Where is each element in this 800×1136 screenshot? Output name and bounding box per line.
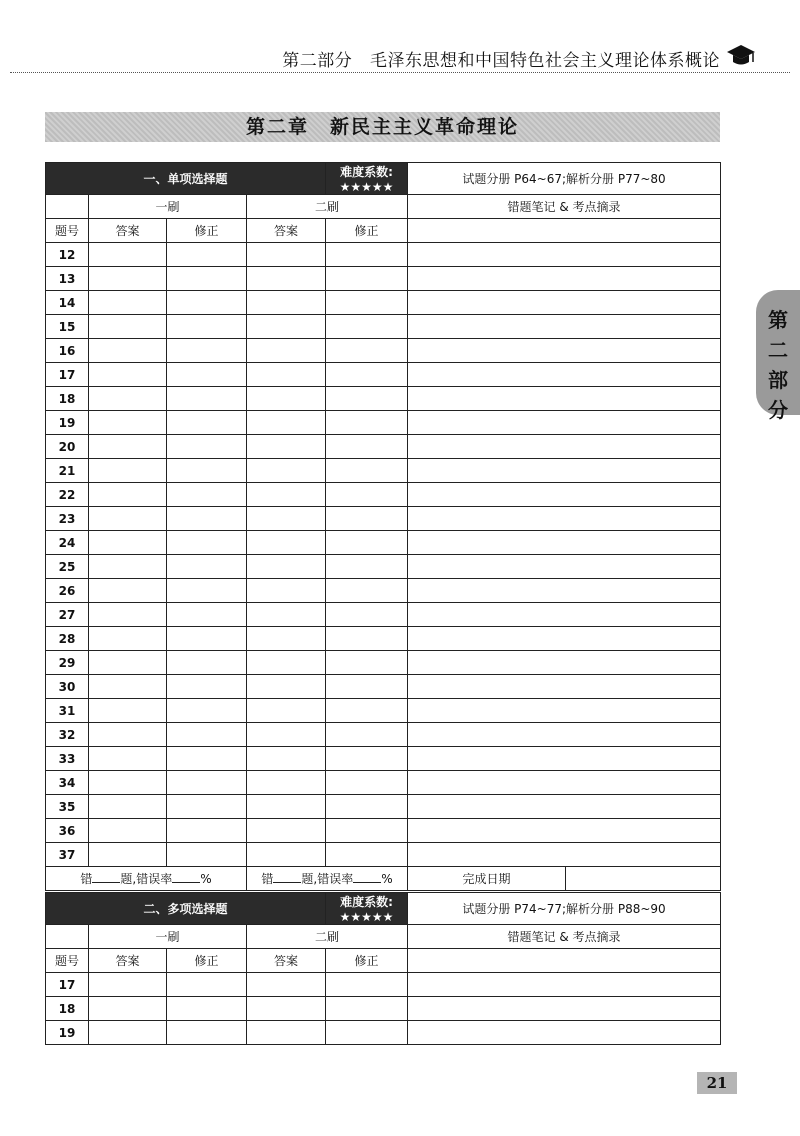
notes-line[interactable]: [408, 387, 721, 411]
question-number: 18: [46, 997, 89, 1021]
completion-date-label: 完成日期: [408, 867, 566, 891]
fix-cell-round-two[interactable]: [326, 603, 408, 627]
question-row: [46, 555, 721, 579]
fix-cell-round-one[interactable]: [167, 315, 247, 339]
answer-cell-round-two[interactable]: [247, 627, 326, 651]
answer-cell-round-two[interactable]: [247, 723, 326, 747]
question-row: [46, 435, 721, 459]
answer-cell-round-two[interactable]: [247, 579, 326, 603]
fix-cell-round-two[interactable]: [326, 747, 408, 771]
question-row: [46, 699, 721, 723]
question-row: [46, 973, 721, 997]
question-number: 13: [46, 267, 89, 291]
question-row: [46, 997, 721, 1021]
header-divider: [10, 72, 790, 73]
fix-cell-round-one[interactable]: [167, 699, 247, 723]
fix-cell-round-one[interactable]: [167, 1021, 247, 1045]
page-reference: 试题分册 P64~67;解析分册 P77~80: [408, 163, 721, 195]
notes-header: 错题笔记 & 考点摘录: [408, 195, 721, 219]
answer-cell-round-one[interactable]: [89, 1021, 167, 1045]
answer-cell-round-two[interactable]: [247, 387, 326, 411]
fix-cell-round-two[interactable]: [326, 411, 408, 435]
section-title: 二、多项选择题: [46, 893, 326, 925]
answer-cell-round-one[interactable]: [89, 483, 167, 507]
notes-header: 错题笔记 & 考点摘录: [408, 925, 721, 949]
answer-cell-round-one[interactable]: [89, 507, 167, 531]
col-fix-header: 修正: [326, 949, 408, 973]
question-number: 15: [46, 315, 89, 339]
fix-cell-round-one[interactable]: [167, 723, 247, 747]
question-number: 36: [46, 819, 89, 843]
question-row: [46, 795, 721, 819]
fix-cell-round-one[interactable]: [167, 459, 247, 483]
answer-cell-round-one[interactable]: [89, 579, 167, 603]
col-fix-header: 修正: [326, 219, 408, 243]
question-row: [46, 267, 721, 291]
notes-line: [408, 949, 721, 973]
notes-line[interactable]: [408, 1021, 721, 1045]
completion-date-field[interactable]: [566, 867, 721, 891]
notes-line[interactable]: [408, 531, 721, 555]
question-row: [46, 651, 721, 675]
answer-cell-round-two[interactable]: [247, 339, 326, 363]
notes-line[interactable]: [408, 339, 721, 363]
answer-cell-round-two[interactable]: [247, 411, 326, 435]
question-row: [46, 843, 721, 867]
round-two-header: 二刷: [247, 925, 408, 949]
answer-cell-round-two[interactable]: [247, 483, 326, 507]
side-tab-label: 第二部分: [768, 308, 788, 422]
answer-cell-round-two[interactable]: [247, 459, 326, 483]
question-number: 32: [46, 723, 89, 747]
notes-line[interactable]: [408, 243, 721, 267]
answer-cell-round-one[interactable]: [89, 843, 167, 867]
question-number: 21: [46, 459, 89, 483]
single-choice-table: [45, 162, 721, 891]
question-row: [46, 627, 721, 651]
answer-cell-round-two[interactable]: [247, 531, 326, 555]
fix-cell-round-two[interactable]: [326, 363, 408, 387]
notes-line[interactable]: [408, 843, 721, 867]
answer-cell-round-one[interactable]: [89, 973, 167, 997]
fix-cell-round-one[interactable]: [167, 819, 247, 843]
fix-cell-round-two[interactable]: [326, 699, 408, 723]
col-answer-header: 答案: [89, 219, 167, 243]
question-row: [46, 675, 721, 699]
notes-line[interactable]: [408, 363, 721, 387]
answer-cell-round-one[interactable]: [89, 747, 167, 771]
fix-cell-round-two[interactable]: [326, 387, 408, 411]
fix-cell-round-two[interactable]: [326, 531, 408, 555]
question-row: [46, 771, 721, 795]
fix-cell-round-one[interactable]: [167, 973, 247, 997]
round-one-header: 一刷: [89, 925, 247, 949]
question-row: [46, 819, 721, 843]
notes-line[interactable]: [408, 771, 721, 795]
question-number: 28: [46, 627, 89, 651]
fix-cell-round-one[interactable]: [167, 483, 247, 507]
fix-cell-round-one[interactable]: [167, 411, 247, 435]
question-number: 19: [46, 411, 89, 435]
notes-line[interactable]: [408, 973, 721, 997]
question-row: [46, 315, 721, 339]
question-number: 30: [46, 675, 89, 699]
question-number: 18: [46, 387, 89, 411]
answer-cell-round-one[interactable]: [89, 339, 167, 363]
fix-cell-round-two[interactable]: [326, 267, 408, 291]
fix-cell-round-two[interactable]: [326, 459, 408, 483]
question-row: [46, 723, 721, 747]
question-row: [46, 483, 721, 507]
answer-cell-round-two[interactable]: [247, 315, 326, 339]
fix-cell-round-two[interactable]: [326, 339, 408, 363]
fix-cell-round-two[interactable]: [326, 507, 408, 531]
answer-cell-round-two[interactable]: [247, 555, 326, 579]
question-row: [46, 363, 721, 387]
notes-line[interactable]: [408, 579, 721, 603]
fix-cell-round-one[interactable]: [167, 603, 247, 627]
col-num-header: 题号: [46, 219, 89, 243]
answer-cell-round-one[interactable]: [89, 243, 167, 267]
fix-cell-round-two[interactable]: [326, 483, 408, 507]
question-row: [46, 339, 721, 363]
answer-cell-round-two[interactable]: [247, 675, 326, 699]
notes-line[interactable]: [408, 315, 721, 339]
answer-cell-round-one[interactable]: [89, 531, 167, 555]
difficulty-rating: 难度系数: ★★★★★: [326, 163, 408, 195]
answer-cell-round-two[interactable]: [247, 843, 326, 867]
notes-line[interactable]: [408, 675, 721, 699]
answer-cell-round-one[interactable]: [89, 291, 167, 315]
answer-cell-round-one[interactable]: [89, 723, 167, 747]
fix-cell-round-two[interactable]: [326, 291, 408, 315]
fix-cell-round-one[interactable]: [167, 435, 247, 459]
question-number: 37: [46, 843, 89, 867]
fix-cell-round-two[interactable]: [326, 795, 408, 819]
difficulty-rating: 难度系数: ★★★★★: [326, 893, 408, 925]
fix-cell-round-one[interactable]: [167, 363, 247, 387]
multiple-choice-table: [45, 892, 721, 1045]
question-number: 12: [46, 243, 89, 267]
answer-cell-round-two[interactable]: [247, 819, 326, 843]
question-number: 27: [46, 603, 89, 627]
page-number: 21: [697, 1072, 737, 1094]
answer-cell-round-one[interactable]: [89, 435, 167, 459]
question-row: [46, 459, 721, 483]
answer-cell-round-two[interactable]: [247, 267, 326, 291]
answer-cell-round-two[interactable]: [247, 243, 326, 267]
question-row: [46, 411, 721, 435]
notes-line[interactable]: [408, 435, 721, 459]
question-number: 34: [46, 771, 89, 795]
fix-cell-round-one[interactable]: [167, 651, 247, 675]
notes-line[interactable]: [408, 291, 721, 315]
answer-cell-round-one[interactable]: [89, 315, 167, 339]
notes-line[interactable]: [408, 819, 721, 843]
answer-cell-round-two[interactable]: [247, 507, 326, 531]
answer-cell-round-one[interactable]: [89, 651, 167, 675]
fix-cell-round-two[interactable]: [326, 1021, 408, 1045]
question-number: 26: [46, 579, 89, 603]
fix-cell-round-two[interactable]: [326, 723, 408, 747]
answer-cell-round-two[interactable]: [247, 747, 326, 771]
notes-line[interactable]: [408, 723, 721, 747]
fix-cell-round-one[interactable]: [167, 675, 247, 699]
fix-cell-round-two[interactable]: [326, 555, 408, 579]
fix-cell-round-one[interactable]: [167, 795, 247, 819]
notes-line[interactable]: [408, 747, 721, 771]
notes-line[interactable]: [408, 507, 721, 531]
chapter-title: 第二章 新民主主义革命理论: [45, 112, 720, 142]
answer-cell-round-two[interactable]: [247, 771, 326, 795]
answer-cell-round-two[interactable]: [247, 435, 326, 459]
answer-cell-round-two[interactable]: [247, 699, 326, 723]
col-num-header: 题号: [46, 949, 89, 973]
col-fix-header: 修正: [167, 949, 247, 973]
question-number: 25: [46, 555, 89, 579]
fix-cell-round-two[interactable]: [326, 315, 408, 339]
fix-cell-round-two[interactable]: [326, 997, 408, 1021]
col-answer-header: 答案: [89, 949, 167, 973]
answer-cell-round-one[interactable]: [89, 627, 167, 651]
answer-cell-round-one[interactable]: [89, 267, 167, 291]
question-row: [46, 387, 721, 411]
corner-cell: [46, 925, 89, 949]
answer-cell-round-two[interactable]: [247, 651, 326, 675]
col-answer-header: 答案: [247, 219, 326, 243]
answer-cell-round-one[interactable]: [89, 795, 167, 819]
answer-cell-round-one[interactable]: [89, 819, 167, 843]
question-number: 20: [46, 435, 89, 459]
question-number: 33: [46, 747, 89, 771]
fix-cell-round-one[interactable]: [167, 531, 247, 555]
answer-cell-round-one[interactable]: [89, 699, 167, 723]
round-one-header: 一刷: [89, 195, 247, 219]
notes-line[interactable]: [408, 555, 721, 579]
corner-cell: [46, 195, 89, 219]
graduation-cap-icon: [726, 42, 756, 68]
answer-cell-round-one[interactable]: [89, 363, 167, 387]
section-title: 一、单项选择题: [46, 163, 326, 195]
fix-cell-round-one[interactable]: [167, 267, 247, 291]
question-row: [46, 507, 721, 531]
answer-cell-round-one[interactable]: [89, 771, 167, 795]
answer-cell-round-two[interactable]: [247, 997, 326, 1021]
fix-cell-round-one[interactable]: [167, 843, 247, 867]
notes-line[interactable]: [408, 267, 721, 291]
answer-cell-round-two[interactable]: [247, 973, 326, 997]
answer-cell-round-one[interactable]: [89, 387, 167, 411]
fix-cell-round-two[interactable]: [326, 627, 408, 651]
fix-cell-round-two[interactable]: [326, 579, 408, 603]
page-header: [0, 40, 800, 70]
fix-cell-round-one[interactable]: [167, 387, 247, 411]
answer-cell-round-one[interactable]: [89, 459, 167, 483]
fix-cell-round-one[interactable]: [167, 291, 247, 315]
question-number: 17: [46, 973, 89, 997]
notes-line[interactable]: [408, 997, 721, 1021]
fix-cell-round-one[interactable]: [167, 747, 247, 771]
fix-cell-round-one[interactable]: [167, 627, 247, 651]
notes-line[interactable]: [408, 459, 721, 483]
fix-cell-round-one[interactable]: [167, 555, 247, 579]
fix-cell-round-one[interactable]: [167, 771, 247, 795]
side-tab: [756, 290, 800, 422]
question-number: 17: [46, 363, 89, 387]
fix-cell-round-one[interactable]: [167, 339, 247, 363]
question-row: [46, 243, 721, 267]
error-rate-round-two: 错 题,错误率 %: [247, 867, 408, 891]
answer-cell-round-two[interactable]: [247, 603, 326, 627]
fix-cell-round-one[interactable]: [167, 579, 247, 603]
page-reference: 试题分册 P74~77;解析分册 P88~90: [408, 893, 721, 925]
round-two-header: 二刷: [247, 195, 408, 219]
fix-cell-round-two[interactable]: [326, 243, 408, 267]
question-number: 16: [46, 339, 89, 363]
question-number: 35: [46, 795, 89, 819]
fix-cell-round-one[interactable]: [167, 507, 247, 531]
question-row: [46, 579, 721, 603]
notes-line[interactable]: [408, 603, 721, 627]
fix-cell-round-two[interactable]: [326, 675, 408, 699]
answer-cell-round-two[interactable]: [247, 795, 326, 819]
header-title: [282, 46, 720, 71]
question-row: [46, 531, 721, 555]
notes-line[interactable]: [408, 699, 721, 723]
answer-cell-round-two[interactable]: [247, 363, 326, 387]
col-answer-header: 答案: [247, 949, 326, 973]
fix-cell-round-two[interactable]: [326, 819, 408, 843]
fix-cell-round-one[interactable]: [167, 243, 247, 267]
answer-cell-round-two[interactable]: [247, 291, 326, 315]
question-number: 24: [46, 531, 89, 555]
answer-cell-round-one[interactable]: [89, 603, 167, 627]
error-rate-round-one: 错 题,错误率 %: [46, 867, 247, 891]
notes-line[interactable]: [408, 483, 721, 507]
notes-line: [408, 219, 721, 243]
answer-cell-round-one[interactable]: [89, 411, 167, 435]
header-subject: 毛泽东思想和中国特色社会主义理论体系概论: [370, 51, 720, 71]
question-number: 19: [46, 1021, 89, 1045]
fix-cell-round-one[interactable]: [167, 997, 247, 1021]
notes-line[interactable]: [408, 795, 721, 819]
question-row: [46, 747, 721, 771]
question-number: 14: [46, 291, 89, 315]
fix-cell-round-two[interactable]: [326, 771, 408, 795]
answer-cell-round-one[interactable]: [89, 997, 167, 1021]
question-number: 31: [46, 699, 89, 723]
fix-cell-round-two[interactable]: [326, 435, 408, 459]
question-row: [46, 1021, 721, 1045]
question-number: 22: [46, 483, 89, 507]
fix-cell-round-two[interactable]: [326, 651, 408, 675]
header-part: 第二部分: [282, 51, 353, 71]
answer-cell-round-two[interactable]: [247, 1021, 326, 1045]
question-number: 23: [46, 507, 89, 531]
col-fix-header: 修正: [167, 219, 247, 243]
question-row: [46, 291, 721, 315]
fix-cell-round-two[interactable]: [326, 843, 408, 867]
answer-cell-round-one[interactable]: [89, 675, 167, 699]
fix-cell-round-two[interactable]: [326, 973, 408, 997]
answer-cell-round-one[interactable]: [89, 555, 167, 579]
notes-line[interactable]: [408, 411, 721, 435]
notes-line[interactable]: [408, 651, 721, 675]
question-number: 29: [46, 651, 89, 675]
question-row: [46, 603, 721, 627]
notes-line[interactable]: [408, 627, 721, 651]
